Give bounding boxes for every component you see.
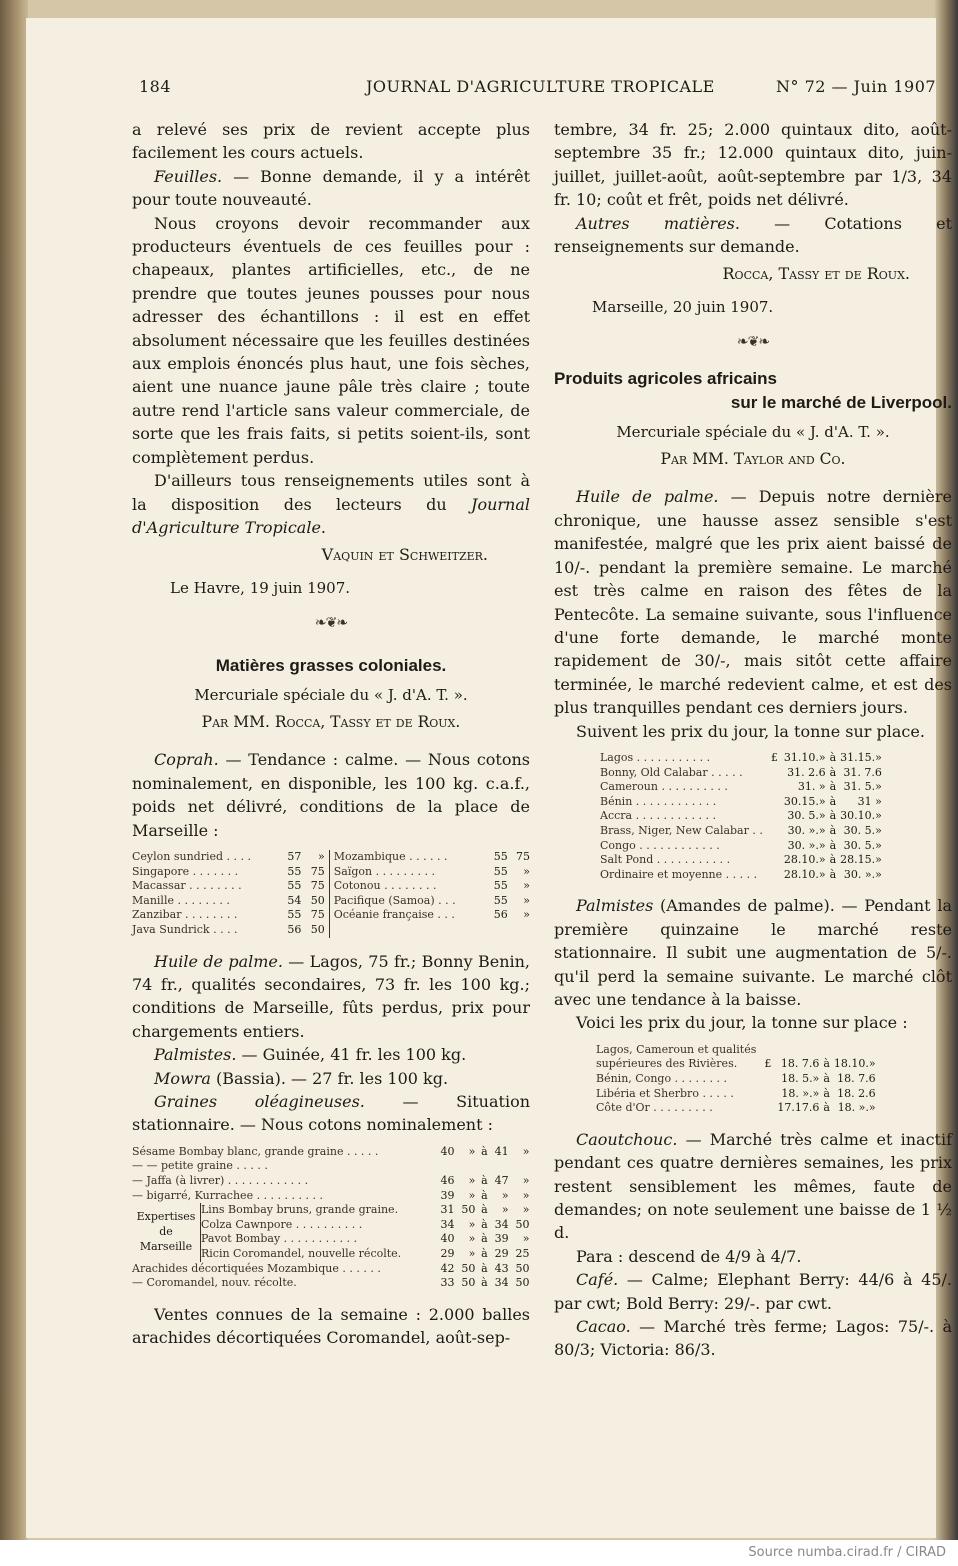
price-low: 31. »: [797, 780, 826, 794]
product-name: Pavot Bombay . . . . . . . . . . .: [201, 1232, 358, 1246]
price-low-fraction: »: [468, 1144, 476, 1158]
label: Mowra: [154, 1068, 211, 1088]
currency: [767, 839, 778, 854]
table-row: [132, 1174, 530, 1189]
table-row: [596, 1072, 876, 1087]
price-high: 18. 7.6: [837, 1071, 876, 1085]
label: Caoutchouc.: [576, 1129, 678, 1149]
label: Feuilles.: [154, 166, 223, 186]
issue-number: N° 72 — Juin 1907: [776, 77, 937, 96]
mercuriale-line: Mercuriale spéciale du « J. d'A. T. ».: [194, 685, 468, 704]
price-low-fraction: »: [468, 1217, 476, 1231]
price: 55: [287, 864, 302, 878]
price-low-fraction: »: [468, 1246, 476, 1260]
currency: [767, 766, 778, 781]
range-separator: à: [823, 1057, 830, 1071]
huile-liverpool-table: [600, 751, 882, 882]
price-high: 30. ».»: [843, 867, 882, 881]
price-fraction: 75: [310, 908, 325, 922]
paragraph: [132, 469, 530, 539]
price-low-fraction: [455, 1159, 476, 1174]
price-high-fraction: [509, 1159, 530, 1174]
origin-name: Bénin, Congo . . . . . . . .: [596, 1071, 728, 1085]
price-high: 18. ».»: [837, 1101, 876, 1115]
product-name: Cotonou . . . . . . . .: [329, 879, 485, 894]
paragraph-palmistes: [554, 894, 952, 1011]
origin-name: Lagos . . . . . . . . . . .: [600, 750, 711, 764]
price-low: 18. ».»: [781, 1086, 820, 1100]
product-name: Zanzibar . . . . . . . .: [132, 908, 238, 922]
table-row: [132, 1159, 530, 1174]
price-high-fraction: 50: [515, 1217, 530, 1231]
origin-name: Brass, Niger, New Calabar . .: [600, 823, 763, 837]
text: — Calme; Elephant Berry: 44/6 à 45/. par cwt; Bold Berry: 29/-. par cwt.: [554, 1270, 952, 1313]
origin-name: Accra . . . . . . . . . . . .: [600, 809, 716, 823]
price-low: 28.10.»: [783, 853, 826, 867]
palmistes-liverpool-table: [596, 1043, 876, 1116]
currency: [767, 868, 778, 883]
table-row: [132, 1145, 530, 1160]
table-row: [600, 868, 882, 883]
origin-name: Libéria et Sherbro . . . . .: [596, 1086, 734, 1100]
paragraph-cafe: [554, 1268, 952, 1315]
price-high: 34: [494, 1217, 509, 1231]
origin-name: Ordinaire et moyenne . . . . .: [600, 867, 758, 881]
label: Cacao.: [576, 1316, 631, 1336]
price-fraction: [508, 923, 530, 938]
currency: [767, 824, 778, 839]
product-name: Arachides décortiquées Mozambique . . . . . .: [132, 1261, 381, 1275]
price: 54: [287, 893, 302, 907]
source-footer: [0, 1540, 958, 1566]
price-low: 33: [440, 1276, 455, 1290]
range-separator: à: [829, 838, 837, 852]
price-high: 39: [494, 1232, 509, 1246]
range-separator: à: [481, 1173, 488, 1187]
currency: [760, 1101, 771, 1116]
price: 55: [493, 893, 508, 907]
price-high: 31.15.»: [840, 750, 882, 764]
range-separator: à: [829, 823, 837, 837]
price-low: [434, 1159, 455, 1174]
product-name: Ceylon sundried . . . .: [132, 849, 252, 863]
paragraph-feuilles: [132, 165, 530, 212]
range-separator: à: [829, 780, 837, 794]
date-line: Le Havre, 19 juin 1907.: [170, 578, 351, 597]
table-row: [132, 894, 530, 909]
paragraph-coprah: [132, 748, 530, 842]
origin-name: supérieures des Rivières.: [596, 1057, 738, 1071]
label: Huile de palme.: [576, 487, 719, 507]
paragraph-palmistes: [132, 1043, 530, 1066]
product-name: — Coromandel, nouv. récolte.: [132, 1276, 297, 1290]
table-row: [600, 824, 882, 839]
origin-name: Lagos, Cameroun et qualités: [596, 1042, 757, 1056]
table-row: [596, 1057, 876, 1072]
price-high: 18. 2.6: [837, 1086, 876, 1100]
paragraph-suivent: Suivent les prix du jour, la tonne sur place.: [576, 721, 925, 741]
product-name: Singapore . . . . . . .: [132, 864, 239, 878]
paragraph-huile: [554, 485, 952, 719]
paragraph-voici: Voici les prix du jour, la tonne sur place :: [576, 1013, 908, 1033]
product-name: Sésame Bombay blanc, grande graine . . . . .: [132, 1144, 379, 1158]
product-name: Saïgon . . . . . . . . .: [329, 865, 485, 880]
price-low-fraction: 50: [461, 1261, 476, 1275]
currency: [767, 809, 778, 824]
product-name: [329, 923, 485, 938]
product-name: Mozambique . . . . . .: [329, 850, 485, 865]
price-low: 29: [440, 1246, 455, 1260]
table-row: [600, 766, 882, 781]
price-high-fraction: »: [522, 1203, 530, 1217]
price-low: [771, 1043, 819, 1058]
price: 55: [493, 849, 508, 863]
signature: Vaquin et Schweitzer.: [321, 545, 488, 565]
price: 56: [287, 922, 302, 936]
table-row: [600, 839, 882, 854]
paragraph-para: Para : descend de 4/9 à 4/7.: [576, 1246, 802, 1266]
text: (Bassia). — 27 fr. les 100 kg.: [210, 1068, 449, 1088]
price-high: »: [501, 1188, 509, 1202]
currency: [767, 795, 778, 810]
price-high-fraction: 50: [515, 1261, 530, 1275]
range-separator: à: [481, 1188, 488, 1202]
price-low: 31: [440, 1203, 455, 1217]
price-low: 18. 5.»: [781, 1071, 820, 1085]
mercuriale-line: Mercuriale spéciale du « J. d'A. T. ».: [616, 422, 890, 441]
section-title-line2: sur le marché de Liverpool.: [730, 392, 952, 412]
range-separator: à: [829, 809, 837, 823]
label: Café.: [576, 1270, 619, 1290]
price-low: 46: [440, 1173, 455, 1187]
price-low: 31. 2.6: [787, 765, 826, 779]
table-row: [596, 1087, 876, 1102]
currency: £: [764, 1057, 772, 1071]
paragraph-huile: [132, 950, 530, 1044]
authors-line: Par MM. Taylor and Co.: [660, 450, 846, 469]
price: 55: [287, 908, 302, 922]
table-row: [596, 1043, 876, 1058]
product-name: — — petite graine . . . . .: [132, 1159, 268, 1173]
price-low: 30.15.»: [783, 794, 826, 808]
price-fraction: »: [523, 893, 530, 907]
product-name: Pacifique (Samoa) . . .: [329, 894, 485, 909]
price-low-fraction: 50: [461, 1203, 476, 1217]
page-number: 184: [139, 77, 172, 96]
product-name: — Jaffa (à livrer) . . . . . . . . . . . .: [132, 1173, 309, 1187]
text: — Cotations et renseignements sur demande.: [554, 213, 953, 257]
table-row: [600, 795, 882, 810]
price-fraction: 50: [310, 893, 325, 907]
origin-name: Côte d'Or . . . . . . . . .: [596, 1101, 713, 1115]
price-high: 34: [494, 1276, 509, 1290]
price: 57: [287, 849, 302, 863]
price-low-fraction: »: [468, 1173, 476, 1187]
range-separator: à: [481, 1261, 488, 1275]
price-fraction: »: [523, 879, 530, 893]
price-high-fraction: »: [522, 1173, 530, 1187]
price-high: [488, 1159, 509, 1174]
range-separator: à: [829, 765, 837, 779]
coprah-price-table: [132, 850, 530, 938]
range-separator: à: [829, 750, 837, 764]
price-high-fraction: »: [522, 1188, 530, 1202]
range-separator: à: [829, 794, 837, 808]
text: — Situation stationnaire. — Nous cotons nominalement :: [132, 1091, 531, 1135]
currency: [760, 1072, 771, 1087]
product-name: — bigarré, Kurrachee . . . . . . . . . .: [132, 1188, 324, 1202]
price: [485, 923, 507, 938]
price-low: 17.17.6: [777, 1101, 820, 1115]
text: — Marché très ferme; Lagos: 75/-. à 80/3; Victoria: 86/3.: [554, 1316, 952, 1360]
price-high-fraction: 50: [515, 1276, 530, 1290]
table-row: [132, 1276, 530, 1291]
product-name: Manille . . . . . . . .: [132, 893, 230, 907]
paragraph: a relevé ses prix de revient accepte plus facilement les cours actuels.: [132, 120, 530, 163]
journal-title: JOURNAL D'AGRICULTURE TROPICALE: [366, 77, 715, 96]
price-high: 47: [494, 1173, 509, 1187]
range-separator: à: [481, 1217, 488, 1231]
product-name: Colza Cawnpore . . . . . . . . . .: [201, 1217, 363, 1231]
label: Graines oléagineuses.: [154, 1091, 365, 1111]
range-separator: [475, 1159, 487, 1174]
table-row: [132, 1189, 530, 1204]
price-low: 30. ».»: [787, 823, 826, 837]
range-separator: à: [823, 1071, 830, 1085]
price-high: 41: [494, 1144, 509, 1158]
price-high: 28.15.»: [840, 853, 882, 867]
origin-name: Salt Pond . . . . . . . . . . .: [600, 853, 731, 867]
price-fraction: 75: [310, 879, 325, 893]
right-column: [554, 118, 952, 1362]
price-fraction: »: [317, 849, 325, 863]
table-row: [600, 853, 882, 868]
price-fraction: 50: [310, 922, 325, 936]
text: .: [320, 517, 327, 537]
currency: [767, 853, 778, 868]
text: — Depuis notre dernière chronique, une hausse assez sensible s'est manifestée, malgré que les prix aient baissé de 10/-. pendant la première semaine. Le marché est très calme en raison des fêtes de la Pentecôte. La semaine suivante, sous l'influence d'une forte demande, le marché monte rapidement de 30/-, mais sitôt cette affaire terminée, le marché redevient calme, et est des plus tranquilles pendant ces derniers jours.: [554, 487, 953, 718]
range-separator: à: [481, 1144, 488, 1158]
price-low: 42: [440, 1261, 455, 1275]
price-low: 31.10.»: [783, 750, 826, 764]
table-row: [596, 1101, 876, 1116]
signature: Rocca, Tassy et de Roux.: [722, 264, 910, 284]
book-binding: [0, 0, 28, 1540]
section-title-line1: Produits agricoles africains: [554, 368, 777, 388]
origin-name: Cameroun . . . . . . . . . .: [600, 780, 728, 794]
ornament-icon: ❧❦❧: [736, 334, 770, 351]
price-low: 40: [440, 1232, 455, 1246]
table-row: [132, 865, 530, 880]
label: Coprah.: [154, 750, 219, 770]
text: D'ailleurs tous renseignements utiles sont à la disposition des lecteurs du: [132, 471, 530, 514]
paragraph-mowra: [132, 1067, 530, 1090]
price-low: 39: [440, 1188, 455, 1202]
paragraph-cacao: [554, 1315, 952, 1362]
price: 55: [493, 879, 508, 893]
origin-name: Bénin . . . . . . . . . . . .: [600, 794, 717, 808]
price-fraction: 75: [516, 849, 530, 863]
range-separator: à: [823, 1086, 830, 1100]
price-high: [830, 1043, 876, 1058]
authors-line: Par MM. Rocca, Tassy et de Roux.: [201, 712, 461, 731]
paragraph-autres: [554, 212, 952, 259]
product-name: Macassar . . . . . . . .: [132, 879, 242, 893]
currency: [760, 1087, 771, 1102]
table-row: [132, 850, 530, 865]
product-name: Ricin Coromandel, nouvelle récolte.: [201, 1246, 402, 1260]
group-label: Expertises de Marseille: [132, 1203, 201, 1261]
origin-name: Bonny, Old Calabar . . . . .: [600, 765, 743, 779]
price-fraction: 75: [310, 864, 325, 878]
price-high: 43: [494, 1261, 509, 1275]
range-separator: à: [823, 1101, 830, 1115]
date-line: Marseille, 20 juin 1907.: [592, 297, 774, 316]
product-name: Lins Bombay bruns, grande graine.: [201, 1203, 399, 1217]
price-fraction: »: [523, 908, 530, 922]
price-high: 30. 5.»: [843, 823, 882, 837]
currency: [767, 780, 778, 795]
table-row: [600, 780, 882, 795]
paragraph-graines: [132, 1090, 530, 1137]
graines-price-table: [132, 1145, 530, 1291]
text: — Tendance : calme. — Nous cotons nominalement, en disponible, les 100 kg. c.a.f., poids net délivré, conditions de la place de Marseille :: [132, 750, 530, 840]
product-name: Océanie française . . .: [329, 908, 485, 923]
origin-name: Congo . . . . . . . . . . . .: [600, 838, 720, 852]
label: Palmistes: [576, 896, 654, 916]
price-high-fraction: 25: [515, 1246, 530, 1260]
paragraph-caoutchouc: [554, 1128, 952, 1245]
table-row: [600, 809, 882, 824]
journal-name: Journal d'Agriculture Tropicale: [132, 494, 530, 537]
text: — Guinée, 41 fr. les 100 kg.: [236, 1045, 467, 1065]
price-low-fraction: 50: [461, 1276, 476, 1290]
ornament-icon: ❧❦❧: [314, 615, 348, 632]
price-fraction: »: [523, 864, 530, 878]
text: — Bonne demande, il y a intérêt pour toute nouveauté.: [132, 166, 530, 210]
price-low-fraction: »: [468, 1188, 476, 1202]
price-low: 28.10.»: [783, 867, 826, 881]
range-separator: [819, 1043, 830, 1058]
price-high-fraction: »: [522, 1144, 530, 1158]
price-high: 30. 5.»: [843, 838, 882, 852]
range-separator: à: [481, 1203, 488, 1217]
range-separator: à: [829, 853, 837, 867]
price-low: 18. 7.6: [780, 1057, 820, 1071]
table-row: [132, 879, 530, 894]
price-high: 30.10.»: [840, 809, 882, 823]
price: 56: [493, 908, 508, 922]
price-low: 30. 5.»: [787, 809, 826, 823]
price: 55: [287, 879, 302, 893]
price-high-fraction: »: [522, 1232, 530, 1246]
price-low: 30. ».»: [787, 838, 826, 852]
table-row: [600, 751, 882, 766]
price-high: 31. 7.6: [843, 765, 882, 779]
price-high: 31 »: [857, 794, 882, 808]
paragraph: Nous croyons devoir recommander aux producteurs éventuels de ces feuilles pour : chapeaux, plantes artificielles, etc., de ne prendre que toutes jeunes pousses pour nous adresser des échantillons : il est en effet absolument nécessaire que les feuilles destinées aux emplois énoncés plus haut, une fois sèches, aient une nuance jaune pâle très claire ; toute autre rend l'article sans valeur commerciale, de sorte que les frais faits, si petits soient-ils, sont complètement perdus.: [132, 213, 530, 467]
range-separator: à: [481, 1276, 488, 1290]
paragraph: tembre, 34 fr. 25; 2.000 quintaux dito, août-septembre 35 fr.; 12.000 quintaux dito, juin-juillet, juillet-août, août-septembre par 1/3, 34 fr. 10; coût et frêt, poids net délivré.: [554, 120, 952, 210]
table-row: [132, 1262, 530, 1277]
label: Autres matières.: [576, 213, 740, 233]
price-high: »: [501, 1203, 509, 1217]
price-low: 40: [440, 1144, 455, 1158]
text: (Amandes de palme). — Pendant la première quinzaine le marché reste stationnaire. Il subit une augmentation de 5/-. qu'il perd la semaine suivante. Le marché clôt avec une tendance à la baisse.: [554, 896, 952, 1009]
range-separator: à: [481, 1246, 488, 1260]
table-row: [132, 1203, 530, 1218]
product-name: Java Sundrick . . . .: [132, 922, 238, 936]
range-separator: à: [829, 867, 837, 881]
text: — Lagos, 75 fr.; Bonny Benin, 74 fr., qualités secondaires, 73 fr. les 100 kg.; conditions de Marseille, fûts perdus, prix pour chargements entiers.: [132, 951, 531, 1041]
table-row: [132, 923, 530, 938]
price-high: 29: [494, 1246, 509, 1260]
left-column: [132, 118, 530, 1350]
label: Huile de palme.: [154, 951, 283, 971]
price-high: 31. 5.»: [843, 780, 882, 794]
source-credit: Source numba.cirad.fr / CIRAD: [748, 1545, 946, 1560]
section-title: Matières grasses coloniales.: [215, 655, 447, 675]
currency: [760, 1043, 771, 1058]
label: Palmistes.: [154, 1045, 237, 1065]
price-high: 18.10.»: [833, 1057, 876, 1071]
currency: £: [770, 750, 778, 764]
range-separator: à: [481, 1232, 488, 1246]
price-low-fraction: »: [468, 1232, 476, 1246]
paragraph-ventes: Ventes connues de la semaine : 2.000 balles arachides décortiquées Coromandel, août-sep-: [132, 1304, 530, 1348]
text: — Marché très calme et inactif pendant ces quatre dernières semaines, les prix restent sensiblement les mêmes, faute de demandes; on note seulement une baisse de 1 ½ d.: [554, 1129, 952, 1243]
price-low: 34: [440, 1217, 455, 1231]
table-row: [132, 908, 530, 923]
price: 55: [493, 864, 508, 878]
